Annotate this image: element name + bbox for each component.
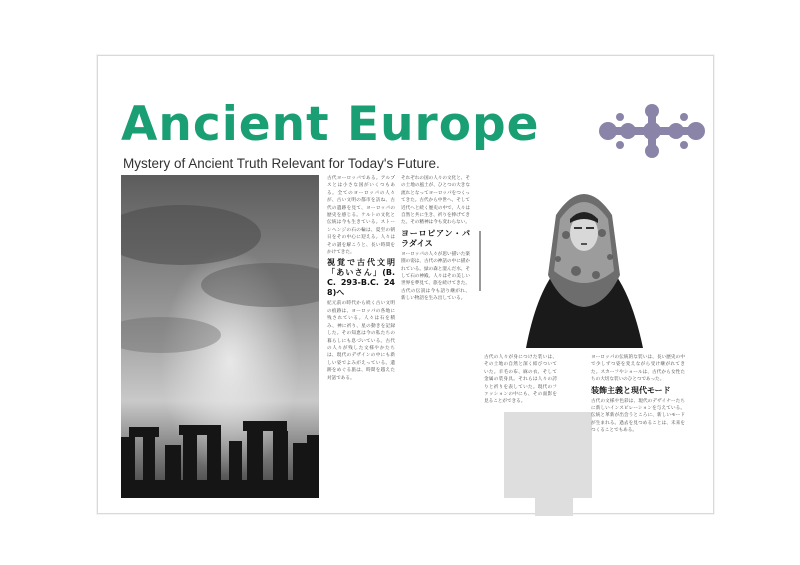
highlight-tab xyxy=(535,498,573,516)
column-4-intro: ヨーロッパの伝統的な装いは、長い歴史の中で少しずつ姿を変えながら受け継がれてきた。スカーフやショールは、古代から女性たちの大切な装いのひとつであった。 xyxy=(591,355,685,383)
article-column-3 xyxy=(484,354,557,498)
column-4-body: 古代の文様や色彩は、現代のデザイナーたちに新しいインスピレーションを与えている。伝統と革新が出会うところに、新しいモードが生まれる。過去を見つめることは、未来をつくることでもある。 xyxy=(591,398,685,434)
column-1-heading: 視覚で古代文明「あいさん」(B.C. 293-B.C. 248)へ xyxy=(327,258,395,298)
model-scarf-photo xyxy=(486,175,683,348)
column-2-intro: それぞれの国の人々の文化と、その土地の風土が、ひとつの大きな流れとなってヨーロッパをつくってきた。古代から中世へ、そして近代へと続く歴史の中で、人々は自然と共に生き、祈りを捧げてきた。その精神は今も変わらない。 xyxy=(401,176,470,226)
page-subtitle: Mystery of Ancient Truth Relevant for Today's Future. xyxy=(123,156,440,171)
column-3-body: 古代の人々が身につけた装いは、その土地の自然と深く結びついていた。羊毛の布、麻の衣、そして金属の装身具。それらは人々の誇りと祈りを表していた。現代のファッションの中にも、その面影を見ることができる。 xyxy=(484,355,557,405)
column-2-heading: ヨーロピアン・パラダイス xyxy=(401,228,470,248)
page-title: Ancient Europe xyxy=(121,97,540,152)
article-column-1 xyxy=(327,175,395,498)
magazine-spread xyxy=(97,55,714,514)
article-column-2 xyxy=(401,175,470,498)
photo-credit-mark xyxy=(478,231,482,291)
column-1-body: 紀元前の時代から続く古い文明の痕跡は、ヨーロッパの各地に残されている。人々は石を積み、神に祈り、星の動きを記録した。その知恵は今の私たちの暮らしにも息づいている。古代の人々が残した文様やかたちは、現代のデザインの中にも新しい姿でよみがえっている。遺跡をめぐる旅は、時間を越えた対話である。 xyxy=(327,301,395,381)
stonehenge-photo xyxy=(121,175,319,498)
article-column-4 xyxy=(591,354,685,498)
column-2-body: ヨーロッパの人々が思い描いた楽園の姿は、古代の神話の中に描かれている。緑の森と澄んだ水、そして石の神殿。人々はその美しい世界を夢見て、旅を続けてきた。古代の伝説は今も語り継がれ、新しい物語を生み出している。 xyxy=(401,251,470,302)
flower-knot-icon xyxy=(598,103,706,159)
column-4-heading: 装飾主義と現代モード xyxy=(591,385,671,395)
column-1-intro: 古代ヨーロッパである。アルプスとは小さな国がいくつもある。全てのヨーロッパの人々が、古い文明の都市を訪ね、古代の遺跡を見て、ヨーロッパの歴史を感じる。ケルトの文化と伝統は今も生きている。ストーンヘンジの石の輪は、夏至の朝日をその中心に迎える。人々はその謎を解こうと、長い時間をかけてきた。 xyxy=(327,176,395,256)
